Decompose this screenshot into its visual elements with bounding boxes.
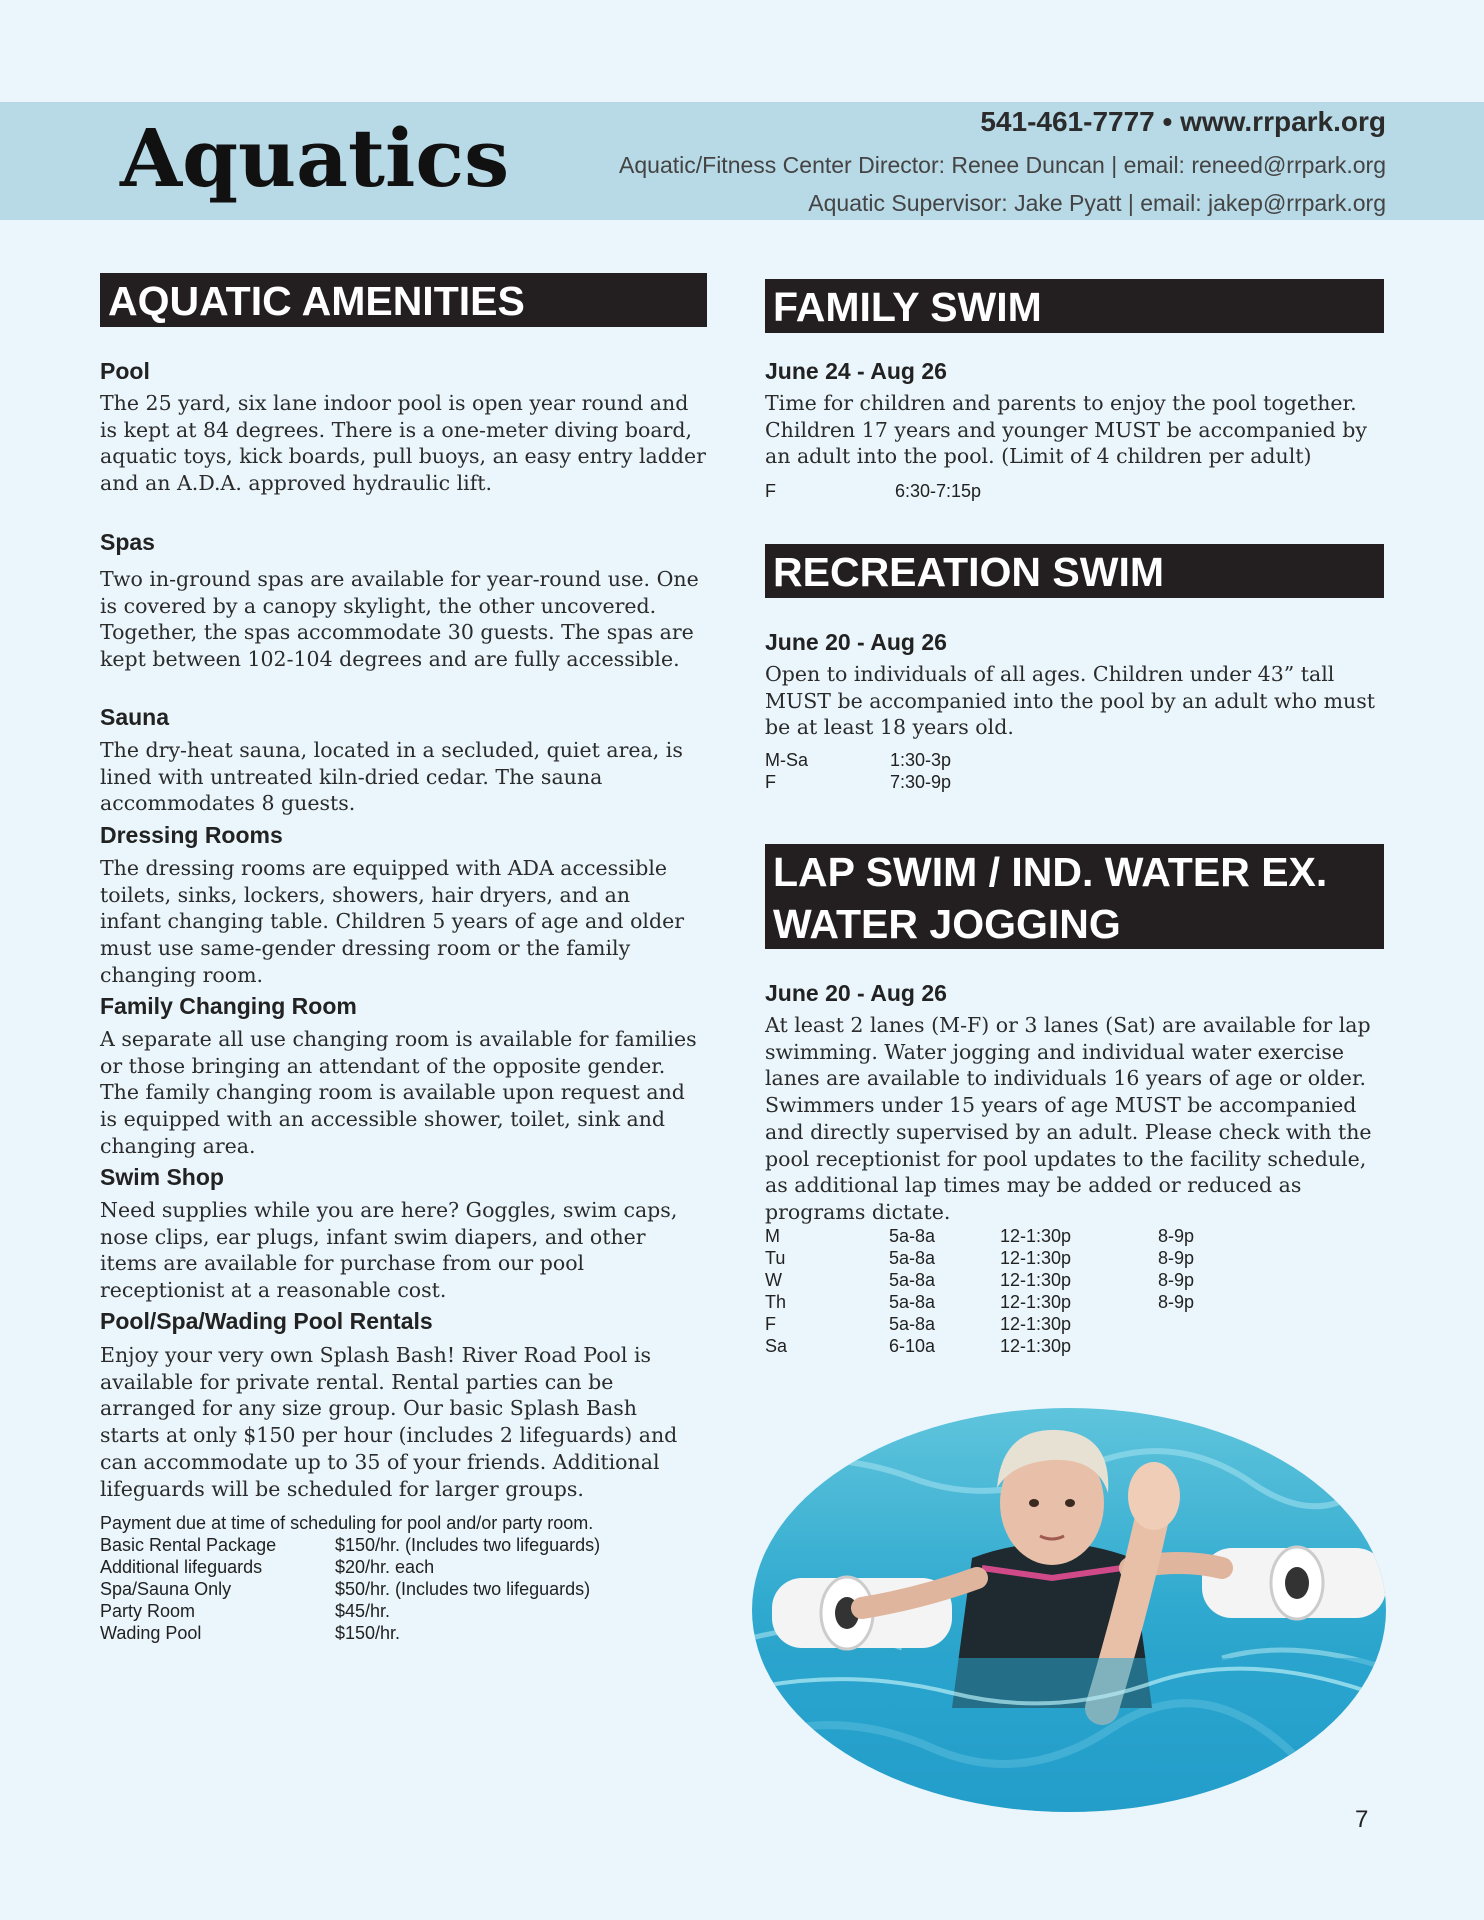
supervisor-contact: Aquatic Supervisor: Jake Pyatt | email: jakep@rrpark.org [808, 190, 1386, 216]
family-swim-text: Time for children and parents to enjoy the pool together. Children 17 years and younger MUST be accompanied by an adult into the pool. (Limit of 4 children per adult) [765, 391, 1367, 469]
lap-swim-heading [765, 844, 1384, 949]
schedule-evening: 8-9p [1158, 1270, 1195, 1290]
schedule-row [765, 1225, 1365, 1247]
dressing-text: The dressing rooms are equipped with ADA accessible toilets, sinks, lockers, showers, hair dryers, and an infant changing table. Children 5 years of age and older must use same-gender dressing room or the family changing room. [100, 856, 685, 987]
payment-note: Payment due at time of scheduling for pool and/or party room. [100, 1513, 594, 1533]
schedule-row [765, 749, 1365, 771]
schedule-morning: 5a-8a [889, 1226, 936, 1246]
price-row [100, 1600, 700, 1622]
price-value: $150/hr. [335, 1623, 401, 1643]
recreation-swim-dates: June 20 - Aug 26 [765, 629, 947, 655]
price-value: $45/hr. [335, 1601, 391, 1621]
schedule-midday: 12-1:30p [1000, 1336, 1072, 1356]
lap-swim-heading-line2: WATER JOGGING [773, 901, 1121, 947]
schedule-evening: 8-9p [1158, 1292, 1195, 1312]
shop-text: Need supplies while you are here? Goggles, swim caps, nose clips, ear plugs, infant swim diapers, and other items are available for purchase from our pool receptionist at a reasonable cost. [100, 1198, 678, 1303]
schedule-evening: 8-9p [1158, 1248, 1195, 1268]
schedule-day: F [765, 481, 776, 501]
schedule-morning: 5a-8a [889, 1314, 936, 1334]
schedule-time: 1:30-3p [890, 750, 952, 770]
schedule-morning: 5a-8a [889, 1270, 936, 1290]
schedule-time: 7:30-9p [890, 772, 952, 792]
rental-prices [100, 1512, 700, 1644]
price-item: Party Room [100, 1601, 196, 1621]
pool-title: Pool [100, 358, 150, 384]
price-item: Wading Pool [100, 1623, 202, 1643]
schedule-midday: 12-1:30p [1000, 1248, 1072, 1268]
director-contact: Aquatic/Fitness Center Director: Renee Duncan | email: reneed@rrpark.org [619, 152, 1386, 178]
schedule-day: Sa [765, 1336, 788, 1356]
amenities-heading: AQUATIC AMENITIES [100, 273, 707, 327]
page-title: Aquatics [120, 111, 510, 205]
schedule-morning: 5a-8a [889, 1248, 936, 1268]
recreation-swim-schedule [765, 749, 1365, 793]
sauna-title: Sauna [100, 704, 170, 730]
price-item: Additional lifeguards [100, 1557, 263, 1577]
schedule-day: F [765, 772, 776, 792]
rentals-text: Enjoy your very own Splash Bash! River Road Pool is available for private rental. Rental parties can be arranged for any size group. Our basic Splash Bash starts at only $150 per hour (includes 2 lifeguards) and can accommodate up to 35 of your friends. Additional lifeguards will be scheduled for larger groups. [100, 1343, 678, 1501]
schedule-row [765, 1247, 1365, 1269]
schedule-midday: 12-1:30p [1000, 1270, 1072, 1290]
schedule-day: W [765, 1270, 782, 1290]
lap-swim-dates: June 20 - Aug 26 [765, 980, 947, 1006]
schedule-evening: 8-9p [1158, 1226, 1195, 1246]
family-room-text: A separate all use changing room is available for families or those bringing an attendant of the opposite gender. The family changing room is available upon request and is equipped with an accessible shower, toilet, sink and changing area. [100, 1027, 697, 1158]
schedule-midday: 12-1:30p [1000, 1292, 1072, 1312]
price-row [100, 1534, 700, 1556]
price-row [100, 1622, 700, 1644]
price-row [100, 1556, 700, 1578]
lap-swim-heading-line1: LAP SWIM / IND. WATER EX. [773, 849, 1328, 895]
schedule-day: M [765, 1226, 780, 1246]
schedule-time: 6:30-7:15p [895, 481, 982, 501]
dressing-title: Dressing Rooms [100, 822, 283, 848]
schedule-day: F [765, 1314, 776, 1334]
page-number: 7 [1355, 1806, 1369, 1833]
rentals-title: Pool/Spa/Wading Pool Rentals [100, 1308, 433, 1334]
price-item: Basic Rental Package [100, 1535, 277, 1555]
schedule-morning: 5a-8a [889, 1292, 936, 1312]
price-value: $150/hr. (Includes two lifeguards) [335, 1535, 601, 1555]
family-swim-dates: June 24 - Aug 26 [765, 358, 947, 384]
schedule-row [765, 1269, 1365, 1291]
pool-text: The 25 yard, six lane indoor pool is open year round and is kept at 84 degrees. There is a one-meter diving board, aquatic toys, kick boards, pull buoys, an easy entry ladder and an A.D.A. approved hydraulic lift. [100, 391, 706, 496]
schedule-row [765, 1291, 1365, 1313]
price-item: Spa/Sauna Only [100, 1579, 232, 1599]
recreation-swim-heading: RECREATION SWIM [765, 544, 1384, 598]
recreation-swim-text: Open to individuals of all ages. Children under 43” tall MUST be accompanied into the pool by an adult who must be at least 18 years old. [765, 662, 1375, 740]
spas-text: Two in-ground spas are available for year-round use. One is covered by a canopy skylight, the other uncovered. Together, the spas accommodate 30 guests. The spas are kept between 102-104 degrees and are fully accessible. [100, 567, 699, 672]
schedule-row [765, 1313, 1365, 1335]
schedule-day: Th [765, 1292, 787, 1312]
schedule-row [765, 480, 1365, 502]
spas-title: Spas [100, 529, 155, 555]
lap-swim-text: At least 2 lanes (M-F) or 3 lanes (Sat) are available for lap swimming. Water jogging and individual water exercise lanes are available to individuals 16 years of age or older. Swimmers under 15 years of age MUST be accompanied and directly supervised by an adult. Please check with the pool receptionist for pool updates to the facility schedule, as additional lap times may be added or reduced as programs dictate. [765, 1013, 1372, 1224]
schedule-day: Tu [765, 1248, 786, 1268]
family-room-title: Family Changing Room [100, 993, 357, 1019]
phone-website: 541-461-7777 • www.rrpark.org [980, 106, 1386, 137]
schedule-morning: 6-10a [889, 1336, 936, 1356]
family-swim-schedule [765, 480, 1365, 502]
schedule-row [765, 1335, 1365, 1357]
schedule-row [765, 771, 1365, 793]
shop-title: Swim Shop [100, 1164, 224, 1190]
schedule-midday: 12-1:30p [1000, 1314, 1072, 1334]
water-exercise-photo [752, 1408, 1386, 1812]
price-value: $20/hr. each [335, 1557, 435, 1577]
schedule-midday: 12-1:30p [1000, 1226, 1072, 1246]
schedule-day: M-Sa [765, 750, 809, 770]
price-row [100, 1578, 700, 1600]
lap-swim-schedule [765, 1225, 1365, 1357]
price-value: $50/hr. (Includes two lifeguards) [335, 1579, 591, 1599]
sauna-text: The dry-heat sauna, located in a secluded, quiet area, is lined with untreated kiln-dried cedar. The sauna accommodates 8 guests. [100, 738, 683, 816]
family-swim-heading: FAMILY SWIM [765, 279, 1384, 333]
